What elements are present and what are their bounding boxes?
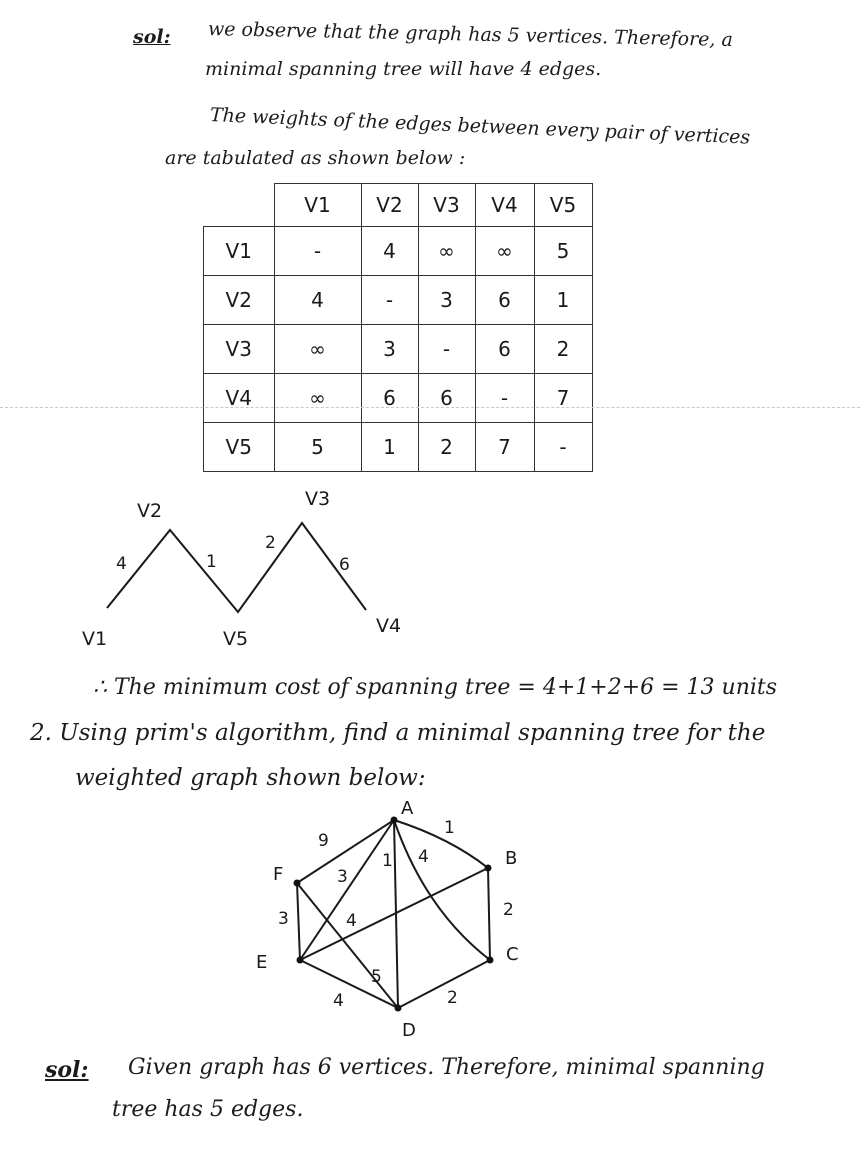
edge-weight: 3 [337, 867, 348, 887]
vertex-label: V3 [305, 488, 331, 510]
edge-weight: 4 [418, 847, 429, 867]
vertex-label: V2 [137, 500, 163, 522]
vertex-dot [485, 865, 492, 872]
edge-weight: 2 [265, 533, 276, 553]
table-header-cell: V3 [418, 184, 475, 227]
tree-edges [107, 523, 366, 612]
edge-EF [297, 883, 300, 960]
question-line-1: 2. Using prim's algorithm, find a minimal spanning tree for the [30, 720, 766, 746]
edge-DE [300, 960, 398, 1008]
edge-weight: 4 [346, 911, 357, 931]
table-cell: 5 [534, 227, 592, 276]
edge-weight: 4 [116, 554, 127, 574]
vertex-dot [395, 1005, 402, 1012]
table-cell: - [361, 276, 418, 325]
table-cell: 6 [475, 276, 534, 325]
row-label: V1 [204, 227, 275, 276]
table-header-cell: V4 [475, 184, 534, 227]
table-cell: 6 [418, 374, 475, 423]
edge-CD [398, 960, 490, 1008]
table-cell: ∞ [274, 325, 361, 374]
row-label: V3 [204, 325, 275, 374]
table-cell: 5 [274, 423, 361, 472]
table-cell: 2 [418, 423, 475, 472]
table-cell: ∞ [418, 227, 475, 276]
table-cell: 1 [361, 423, 418, 472]
vertex-dot [294, 880, 301, 887]
table-cell: 7 [475, 423, 534, 472]
table-cell: 3 [418, 276, 475, 325]
table-cell: ∞ [475, 227, 534, 276]
edge-weight: 1 [382, 851, 393, 871]
intro-line-3: The weights of the edges between every pair of vertices [209, 104, 751, 149]
edge-FD [297, 883, 398, 1008]
table-cell: 4 [361, 227, 418, 276]
sol-label: sol: [45, 1057, 89, 1083]
table-cell: 6 [361, 374, 418, 423]
vertex-label: E [256, 952, 268, 973]
table-cell: - [534, 423, 592, 472]
intro-line-1: we observe that the graph has 5 vertices. Therefore, a [207, 18, 734, 51]
table-header-cell: V5 [534, 184, 592, 227]
table-cell: 6 [475, 325, 534, 374]
table-cell: 7 [534, 374, 592, 423]
table-header-cell: V1 [274, 184, 361, 227]
vertex-dot [487, 957, 494, 964]
table-cell: ∞ [274, 374, 361, 423]
table-cell: - [418, 325, 475, 374]
answer-line-2: tree has 5 edges. [112, 1097, 304, 1122]
table-header-cell: V2 [361, 184, 418, 227]
intro-line-4: are tabulated as shown below : [165, 147, 466, 169]
edge-weight: 5 [371, 967, 382, 987]
edge-weight: 6 [339, 555, 350, 575]
vertex-label: V4 [376, 615, 402, 637]
question-line-2: weighted graph shown below: [75, 765, 426, 791]
edge-weight: 4 [333, 991, 344, 1011]
table-cell: 4 [274, 276, 361, 325]
sol-label: sol: [133, 26, 171, 48]
table-cell: - [475, 374, 534, 423]
edge-weight: 9 [318, 831, 329, 851]
row-label: V4 [204, 374, 275, 423]
vertex-label: D [402, 1020, 416, 1041]
intro-line-2: minimal spanning tree will have 4 edges. [205, 58, 602, 80]
vertex-label: F [273, 864, 284, 885]
edge-EB [300, 868, 488, 960]
vertex-label: V1 [82, 628, 108, 650]
table-cell: 2 [534, 325, 592, 374]
table-cell: - [274, 227, 361, 276]
spanning-tree-graph [82, 488, 401, 650]
edge-weight: 2 [447, 988, 458, 1008]
table-cell: 3 [361, 325, 418, 374]
conclusion-text: ∴ The minimum cost of spanning tree = 4+1+2+6 = 13 units [93, 675, 778, 700]
vertex-label: A [401, 798, 414, 819]
edge-weight: 1 [206, 552, 217, 572]
edge-BC [488, 868, 490, 960]
table-cell: 1 [534, 276, 592, 325]
edge-AB [394, 820, 488, 868]
edge-weight: 2 [503, 900, 514, 920]
vertex-label: C [506, 944, 519, 965]
edge-AE [300, 820, 394, 960]
vertex-dot [391, 817, 398, 824]
vertex-dot [297, 957, 304, 964]
row-label: V2 [204, 276, 275, 325]
weighted-hex-graph [256, 798, 519, 1041]
vertex-label: B [505, 848, 518, 869]
vertex-label: V5 [223, 628, 249, 650]
edge-weight: 3 [278, 909, 289, 929]
edge-weight: 1 [444, 818, 455, 838]
answer-line-1: Given graph has 6 vertices. Therefore, minimal spanning [128, 1055, 765, 1080]
row-label: V5 [204, 423, 275, 472]
